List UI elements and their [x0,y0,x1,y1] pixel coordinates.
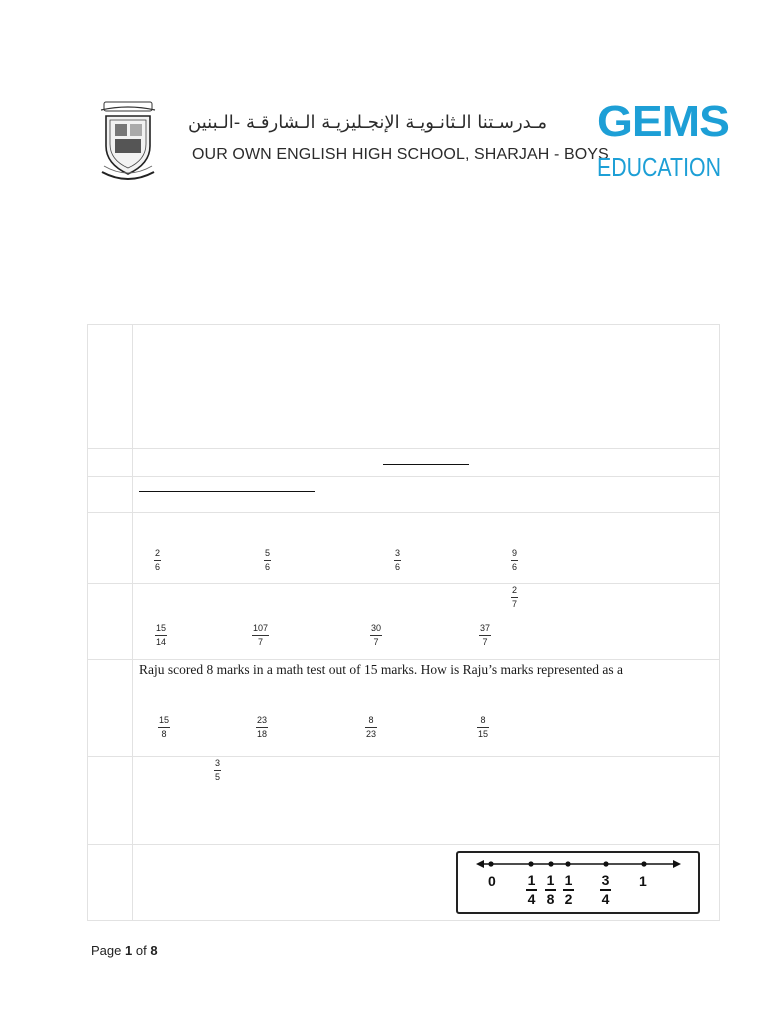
numerator: 15 [156,623,167,633]
numerator: 3 [601,872,610,888]
denominator: 7 [373,637,379,647]
numerator: 3 [215,758,221,768]
denominator: 2 [564,891,573,907]
numerator: 9 [512,548,518,558]
given-fraction [511,585,518,609]
option-fraction [394,548,401,572]
numerator: 8 [480,715,486,725]
numerator: 15 [159,715,170,725]
number-line-label: 0 [488,873,496,889]
school-name-arabic: مـدرسـتنا الـثانـويـة الإنجـليزيـة الـشارقـة -الـبنين [188,112,548,133]
numerator: 5 [265,548,271,558]
table-column-divider [132,324,133,921]
denominator: 8 [546,891,555,907]
table-row-divider [87,512,720,513]
question-table [87,324,720,921]
numerator: 1 [546,872,555,888]
number-line-fraction [563,873,574,907]
gems-education-text: EDUCATION [597,152,721,182]
school-crest-logo [98,100,158,184]
option-fraction [477,715,489,739]
numerator: 37 [480,623,491,633]
numerator: 2 [155,548,161,558]
numerator: 1 [527,872,536,888]
numerator: 30 [371,623,382,633]
question-text: Raju scored 8 marks in a math test out of 15 marks. How is Raju’s marks represented as a [139,662,624,677]
option-fraction [370,623,382,647]
table-row-divider [87,659,720,660]
number-line-fraction [545,873,556,907]
denominator: 6 [395,562,401,572]
denominator: 7 [512,599,518,609]
numerator: 2 [512,585,518,595]
table-row-divider [87,476,720,477]
denominator: 15 [478,729,489,739]
of-word: of [135,943,147,958]
title-underline [383,464,469,465]
page-total: 8 [150,943,158,958]
number-line-fraction [526,873,537,907]
denominator: 7 [258,637,264,647]
table-row-divider [87,756,720,757]
given-fraction [214,758,221,782]
denominator: 6 [512,562,518,572]
denominator: 4 [601,891,610,907]
option-fraction [479,623,491,647]
page-word: Page [91,943,122,958]
option-fraction [256,715,268,739]
option-fraction [264,548,271,572]
denominator: 18 [257,729,268,739]
denominator: 7 [482,637,488,647]
table-row-divider [87,448,720,449]
denominator: 6 [155,562,161,572]
number-line-fraction [600,873,611,907]
option-fraction [154,548,161,572]
option-fraction [252,623,269,647]
section-underline [139,491,315,492]
option-fraction [155,623,167,647]
numerator: 23 [257,715,268,725]
denominator: 8 [161,729,167,739]
denominator: 4 [527,891,536,907]
denominator: 14 [156,637,167,647]
denominator: 5 [215,772,221,782]
table-row-divider [87,844,720,845]
page-number [91,943,158,958]
option-fraction [158,715,170,739]
numerator: 8 [368,715,374,725]
table-row-divider [87,583,720,584]
option-fraction [365,715,377,739]
denominator: 6 [265,562,271,572]
number-line-label: 1 [639,873,647,889]
numerator: 1 [564,872,573,888]
numerator: 3 [395,548,401,558]
school-name-english: OUR OWN ENGLISH HIGH SCHOOL, SHARJAH - BOYS [192,146,609,163]
numerator: 107 [253,623,269,633]
denominator: 23 [366,729,377,739]
number-line-axis [476,856,682,872]
option-fraction [511,548,518,572]
page-current: 1 [125,943,133,958]
gems-logo-text: GEMS [597,97,729,146]
